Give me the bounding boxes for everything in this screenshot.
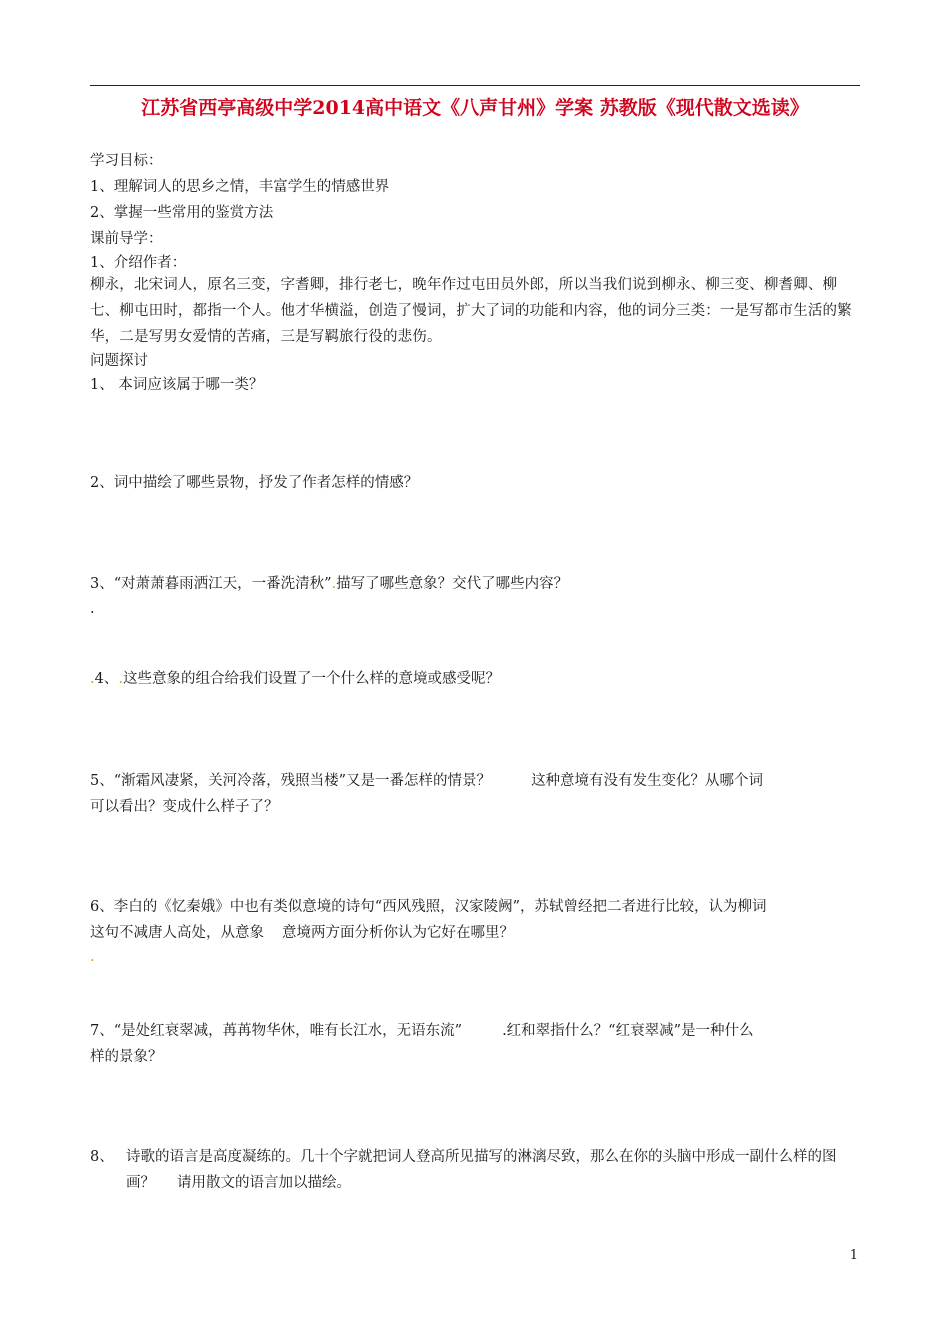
question-5 (90, 770, 763, 792)
question-7-quote: 7、“是处红衰翠减，苒苒物华休，唯有长江水，无语东流” (90, 1023, 463, 1039)
question-7-text-start: .红和翠指什么？“红衰翠减”是一种什么 (502, 1023, 754, 1039)
question-5-continued: 可以看出？变成什么样子了？ (90, 799, 279, 815)
question-5-text-start: 这种意境有没有发生变化？从哪个词 (531, 773, 764, 789)
question-6-text: 意境两方面分析你认为它好在哪里？ (282, 925, 514, 941)
objectives-heading: 学习目标： (90, 153, 163, 169)
question-7 (90, 1020, 754, 1042)
document-title: 江苏省西亭高级中学2014高中语文《八声甘州》学案 苏教版《现代散文选读》 (141, 97, 809, 119)
question-6-continued: 这句不减唐人高处，从意象 意境两方面分析你认为它好在哪里？ (90, 925, 514, 941)
highlight-mark: . (331, 576, 337, 592)
objective-item: 1、理解词人的思乡之情，丰富学生的情感世界 (90, 179, 390, 195)
discussion-heading: 问题探讨 (90, 353, 148, 369)
stray-mark: . (90, 601, 95, 617)
question-2: 2、词中描绘了哪些景物，抒发了作者怎样的情感？ (90, 475, 419, 491)
question-5-quote: 5、“渐霜风凄紧，关河冷落，残照当楼”又是一番怎样的情景？ (90, 773, 492, 789)
highlight-mark: . (90, 949, 95, 965)
question-4-number: 4、 (94, 671, 119, 687)
question-4 (90, 668, 500, 690)
header-rule (90, 85, 860, 86)
question-8-text (126, 1144, 862, 1196)
objective-item: 2、掌握一些常用的鉴赏方法 (90, 205, 274, 221)
question-4-text: 这些意象的组合给我们设置了一个什么样的意境或感受呢？ (122, 671, 500, 687)
author-intro-paragraph: 柳永，北宋词人，原名三变，字耆卿，排行老七，晚年作过屯田员外郎，所以当我们说到柳永、柳三变、柳耆卿、柳七、柳屯田时，都指一个人。他才华横溢，创造了慢词，扩大了词的功能和内容，他的词分三类：一是写都市生活的繁华，二是写男女爱情的苦痛，三是写羁旅行役的悲伤。 (90, 277, 852, 345)
question-3-text: 描写了哪些意象？交代了哪些内容？ (336, 576, 569, 592)
question-8-prompt: 诗歌的语言是高度凝练的。几十个字就把词人登高所见描写的淋漓尽致，那么在你的头脑中形成一副什么样的图画？ (126, 1149, 837, 1191)
author-intro-heading: 1、介绍作者： (90, 255, 187, 271)
question-8 (90, 1144, 862, 1196)
question-6: 6、李白的《忆秦娥》中也有类似意境的诗句“西风残照，汉家陵阙”，苏轼曾经把二者进行比较，认为柳词 (90, 899, 767, 915)
page-number: 1 (849, 1248, 858, 1263)
highlight-mark: . (90, 671, 95, 687)
question-3-quote: 3、“对萧萧暮雨洒江天，一番洗清秋” (90, 576, 332, 592)
question-8-instruction: 请用散文的语言加以描绘。 (177, 1175, 351, 1191)
highlight-mark: . (118, 671, 123, 687)
question-1: 1、 本词应该属于哪一类？ (90, 377, 264, 393)
question-8-number: 8、 (90, 1149, 114, 1165)
preview-heading: 课前导学： (90, 231, 163, 247)
question-3 (90, 573, 568, 595)
question-7-continued: 样的景象？ (90, 1049, 163, 1065)
